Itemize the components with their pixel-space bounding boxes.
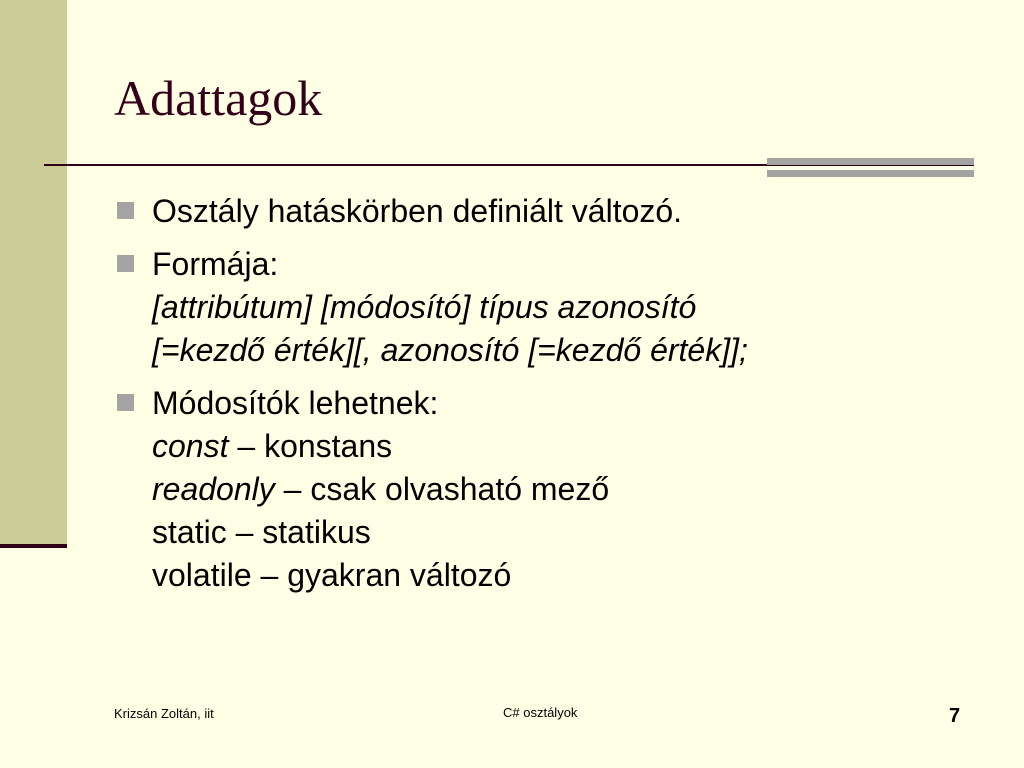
modifier-description: – konstans	[228, 428, 393, 464]
modifier-description: volatile – gyakran változó	[152, 557, 512, 593]
bullet-text: Osztály hatáskörben definiált változó.	[152, 193, 683, 229]
modifier-line	[152, 425, 974, 468]
page-number: 7	[949, 705, 961, 727]
slide-title: Adattagok	[114, 70, 323, 126]
modifier-keyword: const	[152, 428, 229, 464]
bullet-item	[114, 382, 974, 597]
bullet-text: Formája:	[152, 246, 279, 282]
footer-author: Krizsán Zoltán, iit	[114, 706, 214, 721]
square-bullet-icon	[117, 394, 134, 411]
grey-band-bottom	[767, 170, 974, 177]
grey-band-top	[767, 158, 974, 165]
syntax-line: [=kezdő érték][, azonosító [=kezdő érték]];	[152, 332, 748, 368]
square-bullet-icon	[117, 255, 134, 272]
modifier-line	[152, 511, 974, 554]
syntax-line: [attribútum] [módosító] típus azonosító	[152, 289, 697, 325]
left-decorative-bar	[0, 0, 67, 546]
modifier-line	[152, 554, 974, 597]
modifier-description: static – statikus	[152, 514, 371, 550]
slide-content	[114, 190, 974, 607]
square-bullet-icon	[117, 202, 134, 219]
modifier-keyword: readonly	[152, 471, 275, 507]
bullet-item	[114, 190, 974, 233]
bullet-item	[114, 243, 974, 372]
modifier-description: – csak olvasható mező	[274, 471, 610, 507]
bullet-text: Módosítók lehetnek:	[152, 385, 439, 421]
left-bar-underline	[0, 544, 67, 548]
modifier-line	[152, 468, 974, 511]
footer-topic: C# osztályok	[503, 705, 578, 720]
